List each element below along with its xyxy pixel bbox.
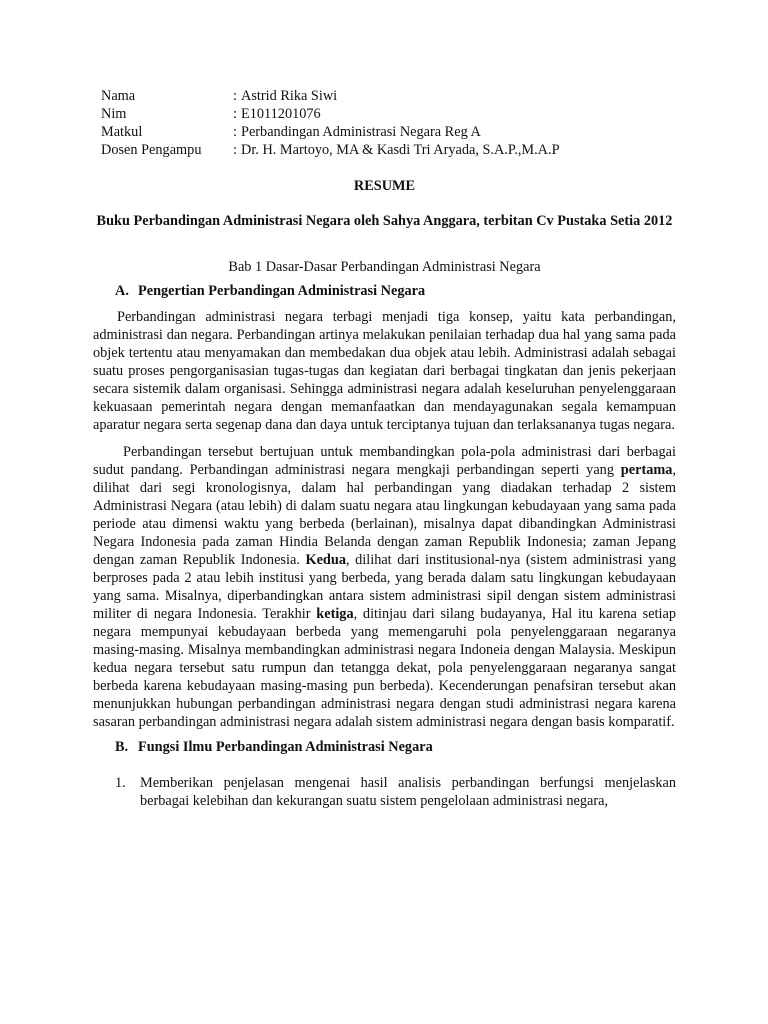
- document-title: RESUME: [353, 178, 416, 194]
- info-label: Dosen Pengampu: [101, 142, 202, 158]
- section-letter: A.: [115, 283, 129, 299]
- info-value: E1011201076: [241, 106, 321, 122]
- paragraph-1: Perbandingan administrasi negara terbagi menjadi tiga konsep, yaitu kata perbandingan, administrasi dan negara. Perbandingan artinya melakukan penilaian terhadap dua hal yang sama pada objek tertentu atau menyamakan dan membedakan dua objek atau lebih. Administrasi adalah sebagai suatu proses pengorganisasian tugas-tugas dan kegiatan dari berbagai tingkatan dan jenis pekerjaan secara sistemik dalam organisasi. Sehingga administrasi negara adalah keseluruhan penyelenggaraan kekuasaan pemerintah negara dengan memanfaatkan dan mendayagunakan segala kemampuan aparatur negara serta segenap dana dan daya untuk terciptanya tujuan dan terlaksananya tugas negara.: [93, 309, 676, 433]
- bold-term: Kedua: [305, 552, 346, 568]
- info-value: Dr. H. Martoyo, MA & Kasdi Tri Aryada, S.A.P.,M.A.P: [241, 142, 560, 158]
- info-label: Nama: [101, 88, 136, 104]
- chapter-heading: Bab 1 Dasar-Dasar Perbandingan Administrasi Negara: [228, 259, 541, 275]
- section-title: Pengertian Perbandingan Administrasi Negara: [138, 283, 426, 299]
- info-row-dosen: Dosen Pengampu : Dr. H. Martoyo, MA & Kasdi Tri Aryada, S.A.P.,M.A.P: [93, 141, 676, 159]
- info-row-matkul: Matkul : Perbandingan Administrasi Negara Reg A: [93, 123, 676, 141]
- student-info: [93, 87, 676, 159]
- bold-term: pertama: [620, 462, 673, 478]
- document-subtitle: Buku Perbandingan Administrasi Negara oleh Sahya Anggara, terbitan Cv Pustaka Setia 2012: [96, 213, 673, 229]
- section-heading-a: [93, 282, 676, 300]
- info-row-nama: Nama : Astrid Rika Siwi: [93, 87, 676, 105]
- info-label: Matkul: [101, 124, 143, 140]
- paragraph-2: Perbandingan tersebut bertujuan untuk membandingkan pola-pola administrasi dari berbagai sudut pandang. Perbandingan administrasi negara mengkaji perbandingan seperti yang pertama, dilihat dari segi kronologisnya, dalam hal perbandingan yang diadakan terhadap 2 sistem Administrasi Negara (atau lebih) di dalam suatu negara atau lingkungan kebudayaan yang sama pada periode atau dimensi waktu yang berbeda (berlainan), misalnya dapat dibandingkan Administrasi Negara Indonesia pada zaman Hindia Belanda dengan zaman Republik Indonesia; zaman Jepang dengan zaman Republik Indonesia. Kedua, dilihat dari institusional-nya (sistem administrasi yang berproses pada 2 atau lebih institusi yang berbeda, yang berada dalam satu lingkungan kebudayaan yang sama. Misalnya, diperbandingkan antara sistem administrasi sipil dengan sistem administrasi militer di negara Indonesia. Terakhir ketiga, ditinjau dari silang budayanya, Hal itu karena setiap negara mempunyai kebudayaan berbeda yang memengaruhi pola penyelenggaraan negaranya masing-masing. Misalnya membandingkan administrasi negara Indoneia dengan Malaysia. Meskipun kedua negara tersebut satu rumpun dan tetangga dekat, pola penyelenggaraan negaranya sangat berbeda karena kebudayaan masing-masing pun berbeda). Kecenderungan penafsiran tersebut akan menunjukkan hubungan perbandingan administrasi negara dengan studi administrasi negara karena sasaran perbandingan administrasi negara adalah sistem administrasi negara dengan basis komparatif.: [93, 444, 677, 730]
- list-item: [93, 774, 676, 810]
- section-heading-b: [93, 738, 676, 756]
- document-content: [93, 87, 676, 810]
- info-value: Perbandingan Administrasi Negara Reg A: [241, 124, 481, 140]
- list-text: Memberikan penjelasan mengenai hasil analisis perbandingan berfungsi menjelaskan berbagai kelebihan dan kekurangan suatu sistem pengelolaan administrasi negara,: [140, 775, 676, 809]
- section-title: Fungsi Ilmu Perbandingan Administrasi Negara: [138, 739, 433, 755]
- bold-term: ketiga: [316, 606, 354, 622]
- section-letter: B.: [115, 739, 129, 755]
- info-value: Astrid Rika Siwi: [241, 88, 338, 104]
- list-number: 1.: [115, 775, 126, 791]
- info-row-nim: Nim : E1011201076: [93, 105, 676, 123]
- info-label: Nim: [101, 106, 127, 122]
